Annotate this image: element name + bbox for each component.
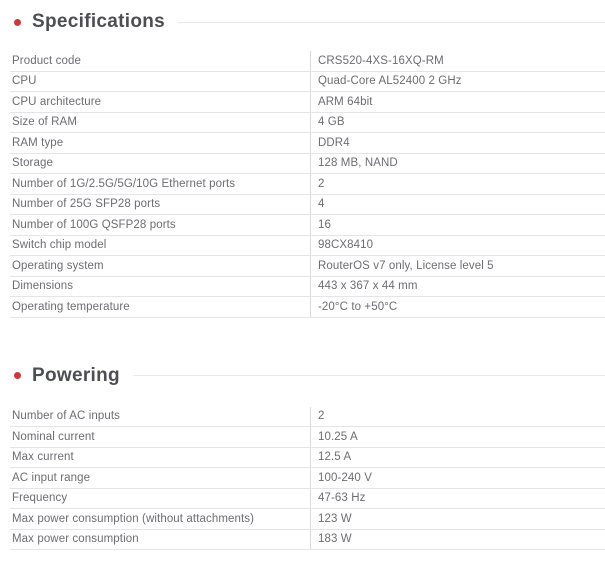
table-row xyxy=(10,277,605,298)
table-row xyxy=(10,154,605,175)
table-row xyxy=(10,236,605,257)
row-label: Operating system xyxy=(10,256,311,276)
row-label: Dimensions xyxy=(10,277,311,297)
row-value: 100-240 V xyxy=(318,471,372,484)
row-value: CRS520-4XS-16XQ-RM xyxy=(318,54,444,67)
table-row xyxy=(10,448,605,469)
row-value: 128 MB, NAND xyxy=(318,157,398,170)
table-row xyxy=(10,51,605,72)
header-divider-line xyxy=(178,22,605,23)
section-title: Specifications xyxy=(32,11,166,32)
row-label: Size of RAM xyxy=(10,113,311,133)
table-row xyxy=(10,92,605,113)
powering-table xyxy=(10,407,605,551)
table-row xyxy=(10,489,605,510)
bullet-icon xyxy=(14,19,21,26)
row-label: Operating temperature xyxy=(10,297,311,317)
row-label: AC input range xyxy=(10,468,311,488)
table-row xyxy=(10,468,605,489)
row-value: 443 x 367 x 44 mm xyxy=(318,280,418,293)
row-value: 12.5 A xyxy=(318,451,352,464)
table-row xyxy=(10,113,605,134)
row-value: 2 xyxy=(318,177,325,190)
row-label: Max power consumption (without attachments) xyxy=(10,509,311,529)
row-value: Quad-Core AL52400 2 GHz xyxy=(318,75,462,88)
table-row xyxy=(10,297,605,318)
bullet-icon xyxy=(14,372,21,379)
row-value: 98CX8410 xyxy=(318,239,374,252)
table-row xyxy=(10,530,605,551)
table-row xyxy=(10,174,605,195)
row-label: Max power consumption xyxy=(10,530,311,550)
row-value: -20°C to +50°C xyxy=(318,300,398,313)
table-row xyxy=(10,427,605,448)
row-value: 4 xyxy=(318,198,325,211)
row-value: DDR4 xyxy=(318,136,350,149)
row-value: 16 xyxy=(318,218,331,231)
row-label: Number of 1G/2.5G/5G/10G Ethernet ports xyxy=(10,174,311,194)
section-header-powering xyxy=(0,362,605,390)
specifications-table xyxy=(10,51,605,318)
row-value: 2 xyxy=(318,410,325,423)
table-row xyxy=(10,72,605,93)
row-label: Number of AC inputs xyxy=(10,407,311,427)
row-label: Max current xyxy=(10,448,311,468)
row-value: RouterOS v7 only, License level 5 xyxy=(318,259,494,272)
row-label: Nominal current xyxy=(10,427,311,447)
row-label: RAM type xyxy=(10,133,311,153)
row-value: 4 GB xyxy=(318,116,345,129)
row-label: Storage xyxy=(10,154,311,174)
row-label: Frequency xyxy=(10,489,311,509)
specifications-page xyxy=(0,8,605,550)
table-row xyxy=(10,407,605,428)
table-row xyxy=(10,215,605,236)
table-row xyxy=(10,509,605,530)
row-value: ARM 64bit xyxy=(318,95,373,108)
row-value: 123 W xyxy=(318,512,352,525)
table-row xyxy=(10,195,605,216)
section-header-specifications xyxy=(0,8,605,36)
row-label: Product code xyxy=(10,51,311,71)
row-value: 47-63 Hz xyxy=(318,492,366,505)
row-label: CPU xyxy=(10,72,311,92)
row-value: 183 W xyxy=(318,533,352,546)
header-divider-line xyxy=(133,375,605,376)
row-label: Switch chip model xyxy=(10,236,311,256)
section-title: Powering xyxy=(32,364,120,386)
table-row xyxy=(10,133,605,154)
row-value: 10.25 A xyxy=(318,430,358,443)
row-label: Number of 100G QSFP28 ports xyxy=(10,215,311,235)
row-label: Number of 25G SFP28 ports xyxy=(10,195,311,215)
row-label: CPU architecture xyxy=(10,92,311,112)
table-row xyxy=(10,256,605,277)
